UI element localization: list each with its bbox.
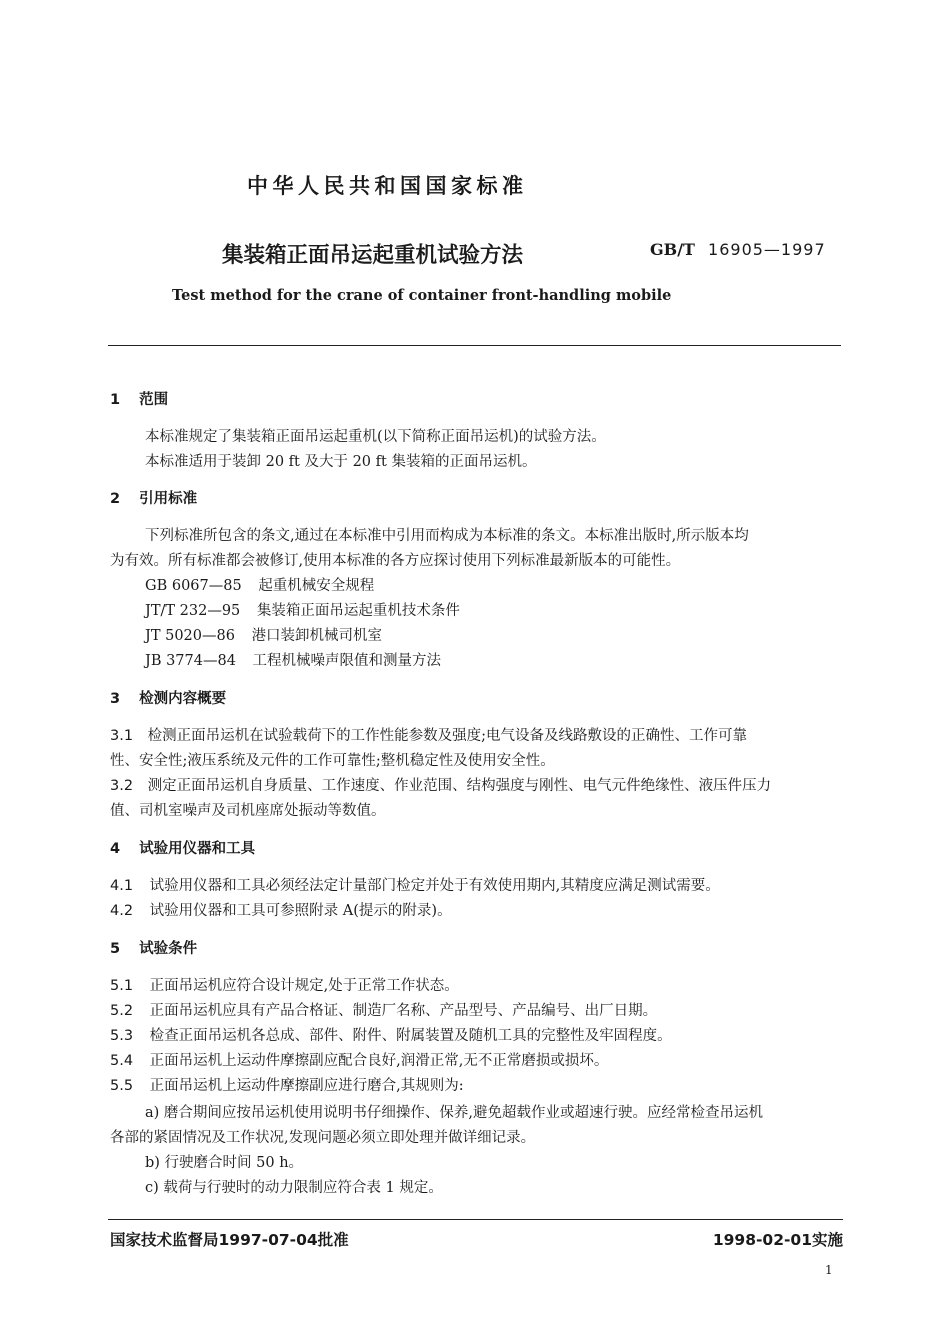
clause-number: 5.2 xyxy=(110,1003,134,1019)
clause-text: 检查正面吊运机各总成、部件、附件、附属装置及随机工具的完整性及牢固程度。 xyxy=(149,1028,672,1044)
reference-title: 工程机械噪声限值和测量方法 xyxy=(252,653,442,669)
section-number: 5 xyxy=(110,941,121,957)
standard-code xyxy=(650,240,826,259)
clause-5-1 xyxy=(110,974,459,995)
clause-5-4 xyxy=(110,1049,608,1070)
document-title-en: Test method for the crane of container front-handling mobile xyxy=(172,287,672,304)
section-5-heading xyxy=(110,937,197,958)
section-number: 4 xyxy=(110,841,121,857)
clause-number: 3.2 xyxy=(110,778,134,794)
clause-5-5 xyxy=(110,1074,464,1095)
implementation-line: 1998-02-01实施 xyxy=(712,1231,843,1249)
clause-text: 正面吊运机上运动件摩擦副应进行磨合,其规则为: xyxy=(149,1078,464,1094)
clause-number: 4.2 xyxy=(110,903,134,919)
section-number: 3 xyxy=(110,691,121,707)
clause-number: 3.1 xyxy=(110,728,134,744)
paragraph-line: 性、安全性;液压系统及元件的工作可靠性;整机稳定性及使用安全性。 xyxy=(110,753,555,769)
clause-text: 正面吊运机应符合设计规定,处于正常工作状态。 xyxy=(149,978,459,994)
reference-item xyxy=(145,624,382,645)
clause-text: 测定正面吊运机自身质量、工作速度、作业范围、结构强度与刚性、电气元件绝缘性、液压件压力 xyxy=(147,778,772,794)
section-number: 1 xyxy=(110,392,121,408)
paragraph-line: 为有效。所有标准都会被修订,使用本标准的各方应探讨使用下列标准最新版本的可能性。 xyxy=(110,553,681,569)
paragraph: 本标准适用于装卸 20 ft 及大于 20 ft 集装箱的正面吊运机。 xyxy=(145,454,537,470)
reference-title: 港口装卸机械司机室 xyxy=(251,628,383,644)
clause-5-3 xyxy=(110,1024,672,1045)
section-3-heading xyxy=(110,687,226,708)
reference-item xyxy=(145,599,460,620)
clause-5-2 xyxy=(110,999,657,1020)
paragraph-line: 下列标准所包含的条文,通过在本标准中引用而构成为本标准的条文。本标准出版时,所示版本均 xyxy=(145,528,749,544)
section-number: 2 xyxy=(110,491,121,507)
clause-text: 试验用仪器和工具可参照附录 A(提示的附录)。 xyxy=(149,903,452,919)
section-title: 范围 xyxy=(139,392,169,408)
clause-text: 正面吊运机上运动件摩擦副应配合良好,润滑正常,无不正常磨损或损坏。 xyxy=(149,1053,609,1069)
section-title: 试验用仪器和工具 xyxy=(139,841,256,857)
footer-divider xyxy=(108,1219,843,1220)
clause-text: 检测正面吊运机在试验载荷下的工作性能参数及强度;电气设备及线路敷设的正确性、工作可靠 xyxy=(147,728,748,744)
clause-3-2 xyxy=(110,774,771,795)
section-2-heading xyxy=(110,487,197,508)
clause-number: 4.1 xyxy=(110,878,134,894)
clause-number: 5.1 xyxy=(110,978,134,994)
country-standard-title: 中华人民共和国国家标准 xyxy=(247,174,528,198)
reference-code: JB 3774—84 xyxy=(145,653,236,669)
reference-code: GB 6067—85 xyxy=(145,578,242,594)
paragraph-line: 值、司机室噪声及司机座席处振动等数值。 xyxy=(110,803,386,819)
section-title: 引用标准 xyxy=(139,491,198,507)
paragraph: 本标准规定了集装箱正面吊运起重机(以下简称正面吊运机)的试验方法。 xyxy=(145,429,606,445)
reference-title: 集装箱正面吊运起重机技术条件 xyxy=(256,603,460,619)
clause-number: 5.4 xyxy=(110,1053,134,1069)
reference-code: JT/T 232—95 xyxy=(145,603,241,619)
section-1-heading xyxy=(110,388,168,409)
sub-item-c: c) 载荷与行驶时的动力限制应符合表 1 规定。 xyxy=(145,1180,443,1196)
clause-text: 试验用仪器和工具必须经法定计量部门检定并处于有效使用期内,其精度应满足测试需要。 xyxy=(149,878,720,894)
clause-text: 正面吊运机应具有产品合格证、制造厂名称、产品型号、产品编号、出厂日期。 xyxy=(149,1003,658,1019)
paragraph-line: 各部的紧固情况及工作状况,发现问题必须立即处理并做详细记录。 xyxy=(110,1130,536,1146)
section-title: 检测内容概要 xyxy=(139,691,227,707)
page-number: 1 xyxy=(825,1263,833,1277)
clause-number: 5.3 xyxy=(110,1028,134,1044)
reference-item xyxy=(145,574,374,595)
sub-item-a: a) 磨合期间应按吊运机使用说明书仔细操作、保养,避免超载作业或超速行驶。应经常检查吊运机 xyxy=(145,1105,764,1121)
approval-line: 国家技术监督局1997-07-04批准 xyxy=(110,1231,349,1249)
section-4-heading xyxy=(110,837,255,858)
reference-title: 起重机械安全规程 xyxy=(258,578,375,594)
clause-3-1 xyxy=(110,724,747,745)
clause-4-1 xyxy=(110,874,720,895)
document-title-cn: 集装箱正面吊运起重机试验方法 xyxy=(222,243,524,268)
sub-item-b: b) 行驶磨合时间 50 h。 xyxy=(145,1155,304,1171)
clause-4-2 xyxy=(110,899,452,920)
standard-prefix: GB/T xyxy=(650,240,695,259)
standard-number: 16905—1997 xyxy=(708,240,826,259)
clause-number: 5.5 xyxy=(110,1078,134,1094)
header-divider xyxy=(108,345,841,346)
reference-code: JT 5020—86 xyxy=(145,628,235,644)
reference-item xyxy=(145,649,441,670)
section-title: 试验条件 xyxy=(139,941,198,957)
